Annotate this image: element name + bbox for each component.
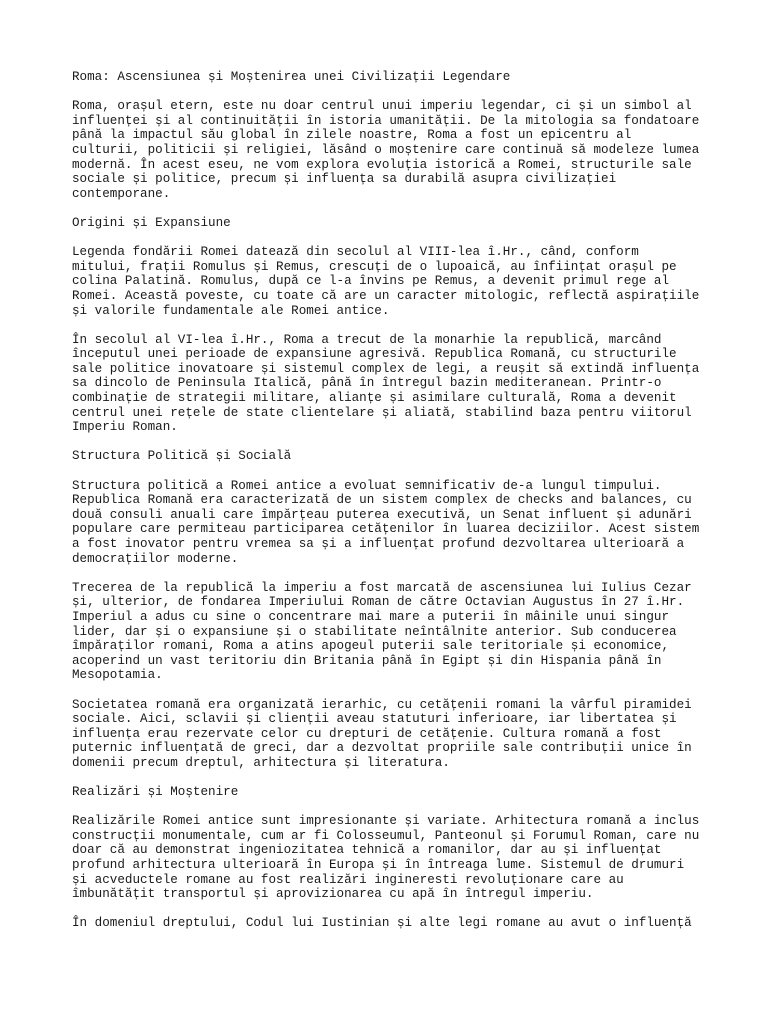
- text-line: colina Palatină. Romulus, după ce l-a învins pe Remus, a devenit primul rege al: [72, 274, 670, 289]
- text-line: Republica Romană era caracterizată de un sistem complex de checks and balances, cu: [72, 493, 692, 508]
- text-line: sociale. Aici, sclavii și clienții aveau statuturi inferioare, iar libertatea și: [72, 712, 677, 727]
- text-line: împăraților romani, Roma a atins apogeul puterii sale teritoriale și economice,: [72, 639, 670, 654]
- text-line: populare care permiteau participarea cetățenilor în luarea deciziilor. Acest sistem: [72, 522, 700, 537]
- text-line: Imperiu Roman.: [72, 420, 178, 435]
- text-line: două consuli anuali care împărțeau puterea executivă, un Senat influent și adunări: [72, 507, 692, 522]
- text-line: influenței și al continuității în istoria umanității. De la mitologia sa fondatoare: [72, 113, 700, 128]
- paragraph: [72, 916, 732, 931]
- paragraph: [72, 698, 732, 771]
- document-body: [72, 99, 732, 931]
- text-line: profund arhitectura ulterioară în Europa și în întreaga lume. Sistemul de drumuri: [72, 858, 685, 873]
- text-line: și acveductele romane au fost realizări ingineresti revoluționare care au: [72, 872, 624, 887]
- paragraph: [72, 333, 732, 435]
- text-line: doar că au demonstrat ingeniozitatea tehnică a romanilor, dar au și influențat: [72, 843, 662, 858]
- text-line: îmbunătățit transportul și aprovizionarea cu apă în întregul imperiu.: [72, 887, 594, 902]
- paragraph: [72, 99, 732, 201]
- text-line: Roma, orașul etern, este nu doar centrul unui imperiu legendar, ci și un simbol al: [72, 99, 692, 114]
- text-line: centrul unei rețele de state clientelare și aliată, stabilind baza pentru viitorul: [72, 405, 692, 420]
- text-line: combinație de strategii militare, alianțe și asimilare culturală, Roma a devenit: [72, 391, 677, 406]
- text-line: până la impactul său global în zilele noastre, Roma a fost un epicentru al: [72, 128, 632, 143]
- text-line: și, ulterior, de fondarea Imperiului Roman de către Octavian Augustus în 27 î.Hr.: [72, 595, 685, 610]
- text-line: sa dincolo de Peninsula Italică, până în întregul bazin mediteranean. Printr-o: [72, 376, 662, 391]
- text-line: începutul unei perioade de expansiune agresivă. Republica Romană, cu structurile: [72, 347, 677, 362]
- text-line: Societatea romană era organizată ierarhic, cu cetățenii romani la vârful piramidei: [72, 697, 692, 712]
- section-heading: Realizări și Moștenire: [72, 785, 239, 800]
- text-line: a fost inovator pentru vremea sa și a influențat profund dezvoltarea ulterioară a: [72, 537, 685, 551]
- paragraph: [72, 814, 732, 902]
- text-line: acoperind un vast teritoriu din Britania până în Egipt și din Hispania până în: [72, 653, 662, 668]
- text-line: construcții monumentale, cum ar fi Colosseumul, Panteonul și Forumul Roman, care nu: [72, 828, 700, 843]
- text-line: lider, dar și o expansiune și o stabilitate neîntâlnite anterior. Sub conducerea: [72, 624, 677, 639]
- document-page: [72, 70, 732, 946]
- text-line: democrațiilor moderne.: [72, 551, 239, 566]
- text-line: Romei. Această poveste, cu toate că are un caracter mitologic, reflectă aspirațiile: [72, 288, 700, 303]
- text-line: culturii, politicii și religiei, lăsând o moștenire care continuă să modeleze lumea: [72, 142, 700, 157]
- text-line: puternic influențată de greci, dar a dezvoltat propriile sale contribuții unice în: [72, 741, 692, 756]
- paragraph: [72, 581, 732, 683]
- text-line: Legenda fondării Romei datează din secolul al VIII-lea î.Hr., când, conform: [72, 245, 639, 260]
- text-line: mitului, frații Romulus și Remus, crescuți de o lupoaică, au înființat orașul pe: [72, 259, 677, 274]
- text-line: Realizările Romei antice sunt impresionante și variate. Arhitectura romană a inclus: [72, 814, 700, 829]
- section-heading: Structura Politică și Socială: [72, 449, 292, 464]
- text-line: Trecerea de la republică la imperiu a fost marcată de ascensiunea lui Iulius Cezar: [72, 580, 692, 595]
- document-title: Roma: Ascensiunea și Moștenirea unei Civilizații Legendare: [72, 70, 511, 84]
- text-line: influența erau rezervate celor cu drepturi de cetățenie. Cultura romană a fost: [72, 726, 662, 741]
- text-line: În domeniul dreptului, Codul lui Iustinian și alte legi romane au avut o influență: [72, 916, 692, 931]
- paragraph: [72, 479, 732, 567]
- text-line: și valorile fundamentale ale Romei antice.: [72, 303, 390, 318]
- text-line: Mesopotamia.: [72, 668, 163, 683]
- text-line: Imperiul a adus cu sine o concentrare mai mare a puterii în mâinile unui singur: [72, 609, 670, 624]
- text-line: modernă. În acest eseu, ne vom explora evoluția istorică a Romei, structurile sale: [72, 157, 692, 172]
- text-line: Structura politică a Romei antice a evoluat semnificativ de-a lungul timpului.: [72, 478, 662, 493]
- text-line: sale politice inovatoare și sistemul complex de legi, a reușit să extindă influența: [72, 361, 700, 376]
- paragraph: [72, 245, 732, 318]
- text-line: domenii precum dreptul, arhitectura și literatura.: [72, 755, 450, 770]
- text-line: În secolul al VI-lea î.Hr., Roma a trecut de la monarhie la republică, marcând: [72, 332, 662, 347]
- section-heading: Origini și Expansiune: [72, 215, 231, 230]
- text-line: sociale și politice, precum și influența sa durabilă asupra civilizației: [72, 172, 617, 187]
- text-line: contemporane.: [72, 186, 171, 201]
